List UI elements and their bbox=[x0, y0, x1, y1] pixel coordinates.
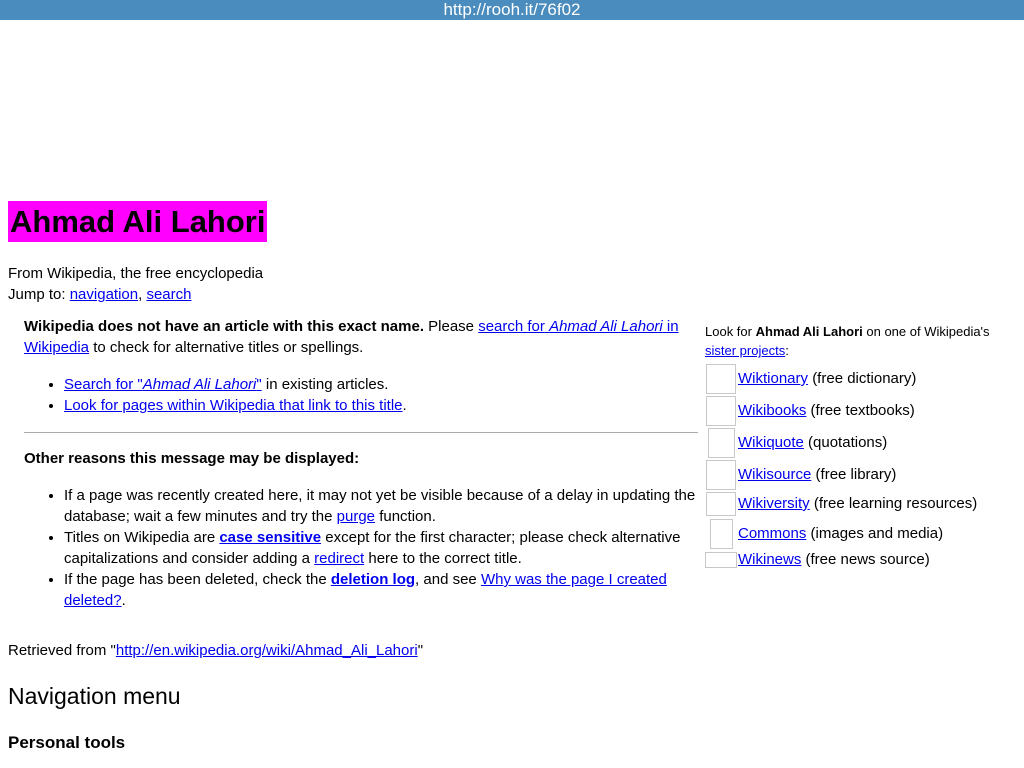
wikiquote-desc: (quotations) bbox=[808, 434, 888, 451]
sister-item-wikiversity bbox=[705, 492, 1015, 518]
search-item-suffix: " bbox=[256, 376, 262, 393]
divider bbox=[24, 432, 698, 433]
reasons-heading-text: Other reasons this message may be displayed: bbox=[24, 450, 360, 467]
wikinews-link[interactable]: Wikinews bbox=[738, 551, 802, 568]
notice-bold: Wikipedia does not have an article with this exact name. bbox=[24, 318, 424, 335]
retrieved-prefix: Retrieved from " bbox=[8, 642, 116, 659]
reason2-mid: except for the first character; please check alternative capitalizations and consider adding a bbox=[64, 529, 681, 567]
sister-item-wikiquote bbox=[705, 428, 1015, 460]
purge-link[interactable]: purge bbox=[336, 508, 376, 525]
notice-paragraph bbox=[24, 316, 698, 358]
wikibooks-desc: (free textbooks) bbox=[810, 402, 915, 419]
wikiquote-icon bbox=[708, 428, 735, 458]
wikinews-icon bbox=[705, 552, 737, 568]
links-period: . bbox=[402, 397, 407, 414]
page-title: Ahmad Ali Lahori bbox=[8, 201, 267, 242]
wikiversity-desc: (free learning resources) bbox=[813, 495, 978, 512]
notice-please: Please bbox=[428, 318, 475, 335]
list-item bbox=[64, 569, 698, 611]
wikisource-link[interactable]: Wikisource bbox=[738, 466, 812, 483]
sister-item-commons bbox=[705, 518, 1015, 550]
wikibooks-link[interactable]: Wikibooks bbox=[738, 402, 807, 419]
wiktionary-icon bbox=[706, 364, 736, 394]
commons-desc: (images and media) bbox=[810, 525, 944, 542]
sister-item-wiktionary bbox=[705, 364, 1015, 396]
search-item-term: Ahmad Ali Lahori bbox=[142, 376, 257, 393]
sister-term: Ahmad Ali Lahori bbox=[755, 324, 863, 339]
wikisource-icon bbox=[706, 460, 736, 490]
reason2-text: Titles on Wikipedia are bbox=[64, 529, 216, 546]
wikiversity-icon bbox=[706, 492, 736, 516]
personal-tools-heading: Personal tools bbox=[8, 733, 126, 752]
redirect-link[interactable]: redirect bbox=[314, 550, 365, 567]
notice-after: to check for alternative titles or spellings. bbox=[93, 339, 364, 356]
sister-item-wikinews bbox=[705, 550, 1015, 574]
list-item bbox=[64, 527, 698, 569]
list-item bbox=[64, 374, 698, 395]
case-sensitive-link[interactable]: case sensitive bbox=[219, 529, 322, 546]
retrieved-from bbox=[8, 640, 423, 661]
retrieved-suffix: " bbox=[417, 642, 424, 659]
search-link-suffix: in Wikipedia bbox=[24, 318, 679, 356]
sister-look-for: Look for bbox=[705, 324, 752, 339]
navigation-menu-heading: Navigation menu bbox=[8, 683, 181, 709]
wiktionary-desc: (free dictionary) bbox=[812, 370, 917, 387]
reason1-text: If a page was recently created here, it may not yet be visible because of a delay in updating the database; wait a few minutes and try the bbox=[64, 487, 696, 525]
sister-projects-box bbox=[705, 322, 1015, 574]
wikiquote-link[interactable]: Wikiquote bbox=[738, 434, 804, 451]
reason1-after: function. bbox=[379, 508, 436, 525]
reason3-mid: , and see bbox=[415, 571, 477, 588]
commons-link[interactable]: Commons bbox=[738, 525, 807, 542]
jump-search-link[interactable]: search bbox=[146, 286, 192, 303]
reasons-list bbox=[24, 485, 698, 611]
deletion-log-link[interactable]: deletion log bbox=[330, 571, 416, 588]
wikisource-desc: (free library) bbox=[815, 466, 897, 483]
jump-comma: , bbox=[138, 286, 143, 303]
sister-on-one-of: on one of Wikipedia's bbox=[866, 324, 990, 339]
wikiversity-link[interactable]: Wikiversity bbox=[738, 495, 810, 512]
jump-to-label: Jump to: bbox=[8, 286, 66, 303]
reason3-text: If the page has been deleted, check the bbox=[64, 571, 327, 588]
no-article-notice bbox=[24, 316, 698, 611]
reason2-after: here to the correct title. bbox=[368, 550, 522, 567]
search-link-term: Ahmad Ali Lahori bbox=[549, 318, 663, 335]
search-link-prefix: search for bbox=[478, 318, 545, 335]
shortlink-bar bbox=[0, 0, 1024, 20]
sister-project-list bbox=[705, 364, 1015, 574]
sister-projects-link[interactable]: sister projects bbox=[705, 343, 786, 358]
reasons-heading bbox=[24, 448, 698, 469]
search-existing-link[interactable] bbox=[64, 376, 262, 393]
jump-to-bar bbox=[8, 284, 191, 305]
reason3-after: . bbox=[121, 592, 126, 609]
jump-navigation-link[interactable]: navigation bbox=[69, 286, 139, 303]
list-item bbox=[64, 485, 698, 527]
shortlink-url[interactable]: http://rooh.it/76f02 bbox=[443, 0, 581, 19]
commons-icon bbox=[710, 519, 733, 549]
list-item bbox=[64, 395, 698, 416]
notice-options bbox=[24, 374, 698, 416]
retrieved-url-link[interactable]: http://en.wikipedia.org/wiki/Ahmad_Ali_Lahori bbox=[115, 642, 418, 659]
wikibooks-icon bbox=[706, 396, 736, 426]
wikinews-desc: (free news source) bbox=[805, 551, 930, 568]
sister-item-wikisource bbox=[705, 460, 1015, 492]
site-subtitle: From Wikipedia, the free encyclopedia bbox=[8, 265, 264, 282]
wiktionary-link[interactable]: Wiktionary bbox=[738, 370, 809, 387]
what-links-here-link[interactable]: Look for pages within Wikipedia that link to this title bbox=[64, 397, 403, 414]
search-item-prefix: Search for " bbox=[64, 376, 143, 393]
search-item-after: in existing articles. bbox=[265, 376, 389, 393]
sister-colon: : bbox=[785, 343, 789, 358]
why-deleted-link[interactable]: Why was the page I created deleted? bbox=[64, 571, 667, 609]
sister-item-wikibooks bbox=[705, 396, 1015, 428]
sister-intro bbox=[705, 322, 1015, 360]
